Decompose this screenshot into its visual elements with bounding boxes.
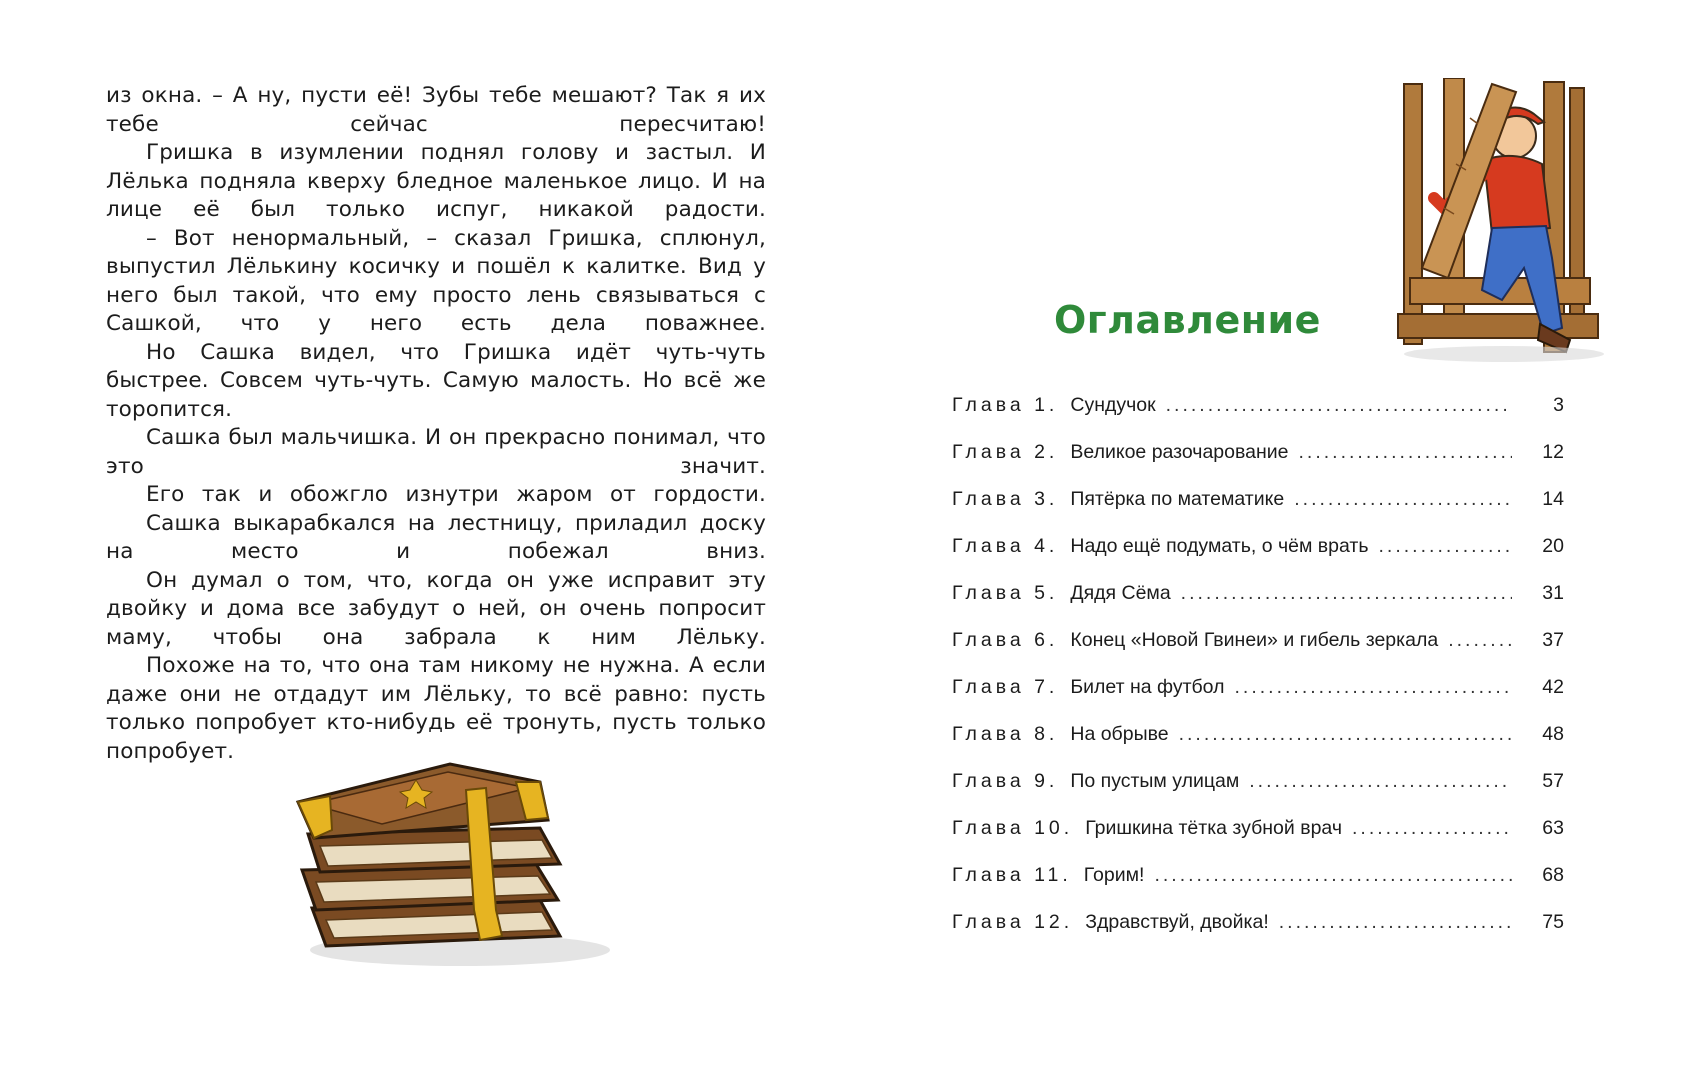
boy-climbing-through-boards-icon	[1374, 78, 1614, 363]
toc-entry[interactable]	[952, 911, 1564, 958]
toc-page-number: 37	[1542, 629, 1564, 651]
toc-chapter-title: Здравствуй, двойка!	[1085, 911, 1269, 933]
toc-title: Оглавление	[1054, 298, 1321, 342]
toc-chapter-title: Надо ещё подумать, о чём врать	[1070, 535, 1369, 557]
paragraph: Сашка был мальчишка. И он прекрасно понимал, что это значит.	[106, 425, 766, 479]
toc-chapter-title: Пятёрка по математике	[1070, 488, 1285, 510]
toc-page-number: 12	[1542, 441, 1564, 463]
toc-page-number: 75	[1542, 911, 1564, 933]
toc-leader-dots	[1154, 864, 1512, 887]
toc-leader-dots	[1181, 582, 1512, 605]
toc-entry[interactable]	[952, 535, 1564, 582]
toc-chapter-title: Конец «Новой Гвинеи» и гибель зеркала	[1070, 629, 1439, 651]
toc-entry[interactable]	[952, 864, 1564, 911]
toc-chapter-number: Глава 12.	[952, 911, 1074, 933]
toc-chapter-title: Великое разочарование	[1070, 441, 1289, 463]
toc-page-number: 42	[1542, 676, 1564, 698]
paragraph: Он думал о том, что, когда он уже исправит эту двойку и дома все забудут о ней, он очень попросит маму, чтобы она забрала к ним Лёльку.	[106, 567, 766, 650]
toc-chapter-title: Горим!	[1083, 864, 1145, 886]
toc-chapter-title: На обрыве	[1070, 723, 1169, 745]
paragraph: Похоже на то, что она там никому не нужна. А если даже они не отдадут им Лёльку, то всё равно: пусть только попробует кто-нибудь её тронуть, пусть только попробует.	[106, 653, 766, 764]
toc-entry[interactable]	[952, 770, 1564, 817]
toc-chapter-number: Глава 4.	[952, 535, 1059, 557]
paragraph: Его так и обожгло изнутри жаром от гордости.	[146, 482, 766, 507]
stack-of-books-icon	[290, 760, 620, 970]
toc-page-number: 48	[1542, 723, 1564, 745]
paragraph: Сашка выкарабкался на лестницу, приладил доску на место и побежал вниз.	[106, 510, 766, 564]
paragraph: – Вот ненормальный, – сказал Гришка, сплюнул, выпустил Лёлькину косичку и пошёл к калитке. Вид у него был такой, что ему просто лень связываться с Сашкой, что у него есть дела поважнее.	[106, 225, 766, 336]
toc-chapter-number: Глава 5.	[952, 582, 1059, 604]
toc-entry[interactable]	[952, 817, 1564, 864]
toc-leader-dots	[1448, 629, 1512, 652]
toc-entry[interactable]	[952, 582, 1564, 629]
toc-entry[interactable]	[952, 441, 1564, 488]
toc-leader-dots	[1299, 441, 1513, 464]
toc-page-number: 68	[1542, 864, 1564, 886]
toc-chapter-number: Глава 2.	[952, 441, 1059, 463]
toc-entry[interactable]	[952, 676, 1564, 723]
toc-chapter-number: Глава 7.	[952, 676, 1059, 698]
toc-leader-dots	[1352, 817, 1512, 840]
toc-entry[interactable]	[952, 394, 1564, 441]
toc-chapter-title: Билет на футбол	[1070, 676, 1225, 698]
toc-entry[interactable]	[952, 629, 1564, 676]
toc-entry[interactable]	[952, 488, 1564, 535]
toc-chapter-number: Глава 6.	[952, 629, 1059, 651]
toc-page-number: 63	[1542, 817, 1564, 839]
toc-chapter-title: Дядя Сёма	[1070, 582, 1171, 604]
story-text	[106, 82, 766, 766]
right-page	[844, 0, 1688, 1080]
toc-leader-dots	[1249, 770, 1512, 793]
toc-chapter-number: Глава 1.	[952, 394, 1059, 416]
paragraph: Гришка в изумлении поднял голову и застыл. И Лёлька подняла кверху бледное маленькое лицо. И на лице её был только испуг, никакой радости.	[106, 140, 766, 222]
toc-chapter-number: Глава 9.	[952, 770, 1059, 792]
toc-page-number: 57	[1542, 770, 1564, 792]
toc-leader-dots	[1234, 676, 1512, 699]
paragraph: из окна. – А ну, пусти её! Зубы тебе мешают? Так я их тебе сейчас пересчитаю!	[106, 83, 766, 137]
toc-chapter-number: Глава 8.	[952, 723, 1059, 745]
toc-page-number: 31	[1542, 582, 1564, 604]
toc-page-number: 3	[1553, 394, 1564, 416]
toc-leader-dots	[1279, 911, 1512, 934]
toc-chapter-title: Гришкина тётка зубной врач	[1085, 817, 1342, 839]
toc-leader-dots	[1379, 535, 1512, 558]
toc-leader-dots	[1179, 723, 1512, 746]
toc-chapter-number: Глава 3.	[952, 488, 1059, 510]
paragraph: Но Сашка видел, что Гришка идёт чуть-чуть быстрее. Совсем чуть-чуть. Самую малость. Но всё же торопится.	[106, 339, 766, 422]
toc-entry[interactable]	[952, 723, 1564, 770]
toc-chapter-title: Сундучок	[1070, 394, 1156, 416]
toc-chapter-number: Глава 10.	[952, 817, 1074, 839]
table-of-contents	[952, 394, 1564, 958]
toc-leader-dots	[1294, 488, 1512, 511]
toc-page-number: 20	[1542, 535, 1564, 557]
toc-chapter-number: Глава 11.	[952, 864, 1072, 886]
toc-page-number: 14	[1542, 488, 1564, 510]
toc-chapter-title: По пустым улицам	[1070, 770, 1240, 792]
toc-leader-dots	[1166, 394, 1512, 417]
